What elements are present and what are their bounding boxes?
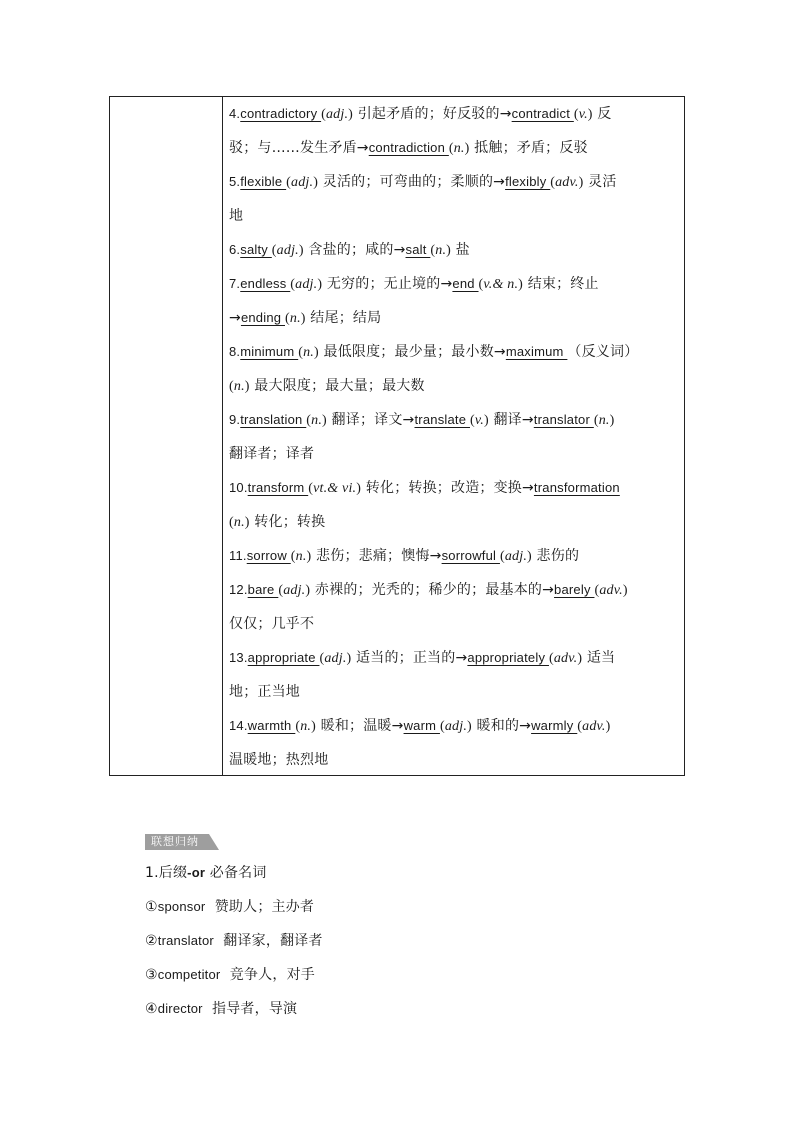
- punctuation: (: [278, 583, 284, 598]
- punctuation: ): [587, 107, 593, 122]
- vocab-word: appropriate: [247, 650, 320, 665]
- vocab-word: minimum: [240, 344, 299, 359]
- definition-text: 温暖地；热烈地: [229, 752, 329, 768]
- punctuation: ): [346, 651, 352, 666]
- punctuation: (: [290, 549, 296, 564]
- part-of-speech: n.: [289, 311, 301, 326]
- part-of-speech: adv.: [599, 583, 623, 598]
- entry-number: 9.: [229, 412, 241, 427]
- item-word: sponsor: [157, 899, 206, 914]
- definition-text: 盐: [451, 242, 470, 258]
- part-of-speech: adj.: [444, 719, 468, 734]
- entry-line: [229, 267, 678, 301]
- vocab-word: contradiction: [368, 140, 449, 155]
- part-of-speech: n.: [233, 515, 245, 530]
- vocab-word: transform: [247, 480, 309, 495]
- suffix-item: [145, 992, 323, 1026]
- part-of-speech: adj.: [283, 583, 306, 598]
- punctuation: (: [321, 107, 326, 122]
- part-of-speech: v.& n.: [483, 277, 519, 292]
- definition-text: 反: [592, 106, 612, 122]
- punctuation: ): [609, 413, 615, 428]
- punctuation: (: [469, 413, 475, 428]
- entry-line: [229, 165, 678, 199]
- part-of-speech: adj.: [504, 549, 528, 564]
- definition-text: 转化；转换: [249, 514, 326, 530]
- definition-text: 悲伤；悲痛；懊悔→: [311, 548, 442, 564]
- vocab-word: endless: [240, 276, 291, 291]
- entry-number: 4.: [229, 106, 241, 121]
- entry-line: [229, 675, 678, 709]
- punctuation: ): [305, 583, 311, 598]
- definition-text: 灵活: [583, 174, 617, 190]
- punctuation: ): [244, 379, 250, 394]
- part-of-speech: v.: [474, 413, 484, 428]
- vocab-word: salty: [240, 242, 272, 257]
- vocab-word: warmth: [247, 718, 296, 733]
- entry-line: [229, 437, 678, 471]
- punctuation: (: [271, 243, 277, 258]
- definition-text: 引起矛盾的；好反驳的→: [353, 106, 512, 122]
- definition-text: 暖和的→: [471, 718, 532, 734]
- section-title-rest: 必备名词: [205, 865, 267, 881]
- punctuation: ): [527, 549, 532, 564]
- entry-line: [229, 335, 678, 369]
- punctuation: (: [577, 719, 583, 734]
- vocab-word: translator: [533, 412, 594, 427]
- punctuation: (: [290, 277, 296, 292]
- vocab-word: flexible: [240, 174, 287, 189]
- part-of-speech: n.: [303, 345, 314, 360]
- item-meaning: 赞助人；主办者: [205, 899, 315, 915]
- entry-number: 6.: [229, 242, 241, 257]
- item-word: director: [157, 1001, 203, 1016]
- definition-text: 翻译者；译者: [229, 446, 315, 462]
- vocab-word: ending: [240, 310, 285, 325]
- part-of-speech: adv.: [555, 175, 579, 190]
- item-marker: ③: [145, 967, 158, 983]
- vocab-word: flexibly: [505, 174, 551, 189]
- part-of-speech: n.: [435, 243, 447, 258]
- part-of-speech: v.: [578, 107, 588, 122]
- vocab-word: salt: [405, 242, 431, 257]
- table-left-cell: [110, 97, 223, 775]
- definition-text: 转化；转换；改造；变换→: [361, 480, 534, 496]
- punctuation: ): [322, 413, 327, 428]
- punctuation: ): [300, 311, 306, 326]
- punctuation: (: [478, 277, 484, 292]
- punctuation: (: [430, 243, 436, 258]
- entry-line: [229, 369, 678, 403]
- suffix-item: [145, 924, 323, 958]
- definition-text: 含盐的；咸的→: [303, 242, 406, 258]
- suffix-item: [145, 890, 323, 924]
- part-of-speech: adj.: [276, 243, 299, 258]
- punctuation: (: [229, 515, 234, 530]
- entry-line: [229, 709, 678, 743]
- entry-number: 5.: [229, 174, 241, 189]
- definition-text: 最大限度；最大量；最大数: [249, 378, 425, 394]
- badge-label: 联想归纳: [151, 835, 199, 848]
- part-of-speech: adj.: [325, 107, 349, 122]
- definition-text: 适当的；正当的→: [351, 650, 468, 666]
- entry-number: 10.: [229, 480, 248, 495]
- entry-line: [229, 403, 678, 437]
- punctuation: (: [593, 413, 599, 428]
- entry-line: [229, 505, 678, 539]
- punctuation: ): [244, 515, 250, 530]
- part-of-speech: n.: [453, 141, 465, 156]
- item-marker: ①: [145, 899, 158, 915]
- punctuation: (: [550, 175, 556, 190]
- entry-number: 7.: [229, 276, 241, 291]
- part-of-speech: n.: [598, 413, 610, 428]
- vocab-word: contradict: [511, 106, 574, 121]
- definition-text: 翻译；译文→: [326, 412, 415, 428]
- punctuation: (: [439, 719, 445, 734]
- item-meaning: 指导者，导演: [202, 1001, 298, 1017]
- section-title-prefix: 1.后缀: [145, 865, 188, 881]
- punctuation: (: [319, 651, 325, 666]
- punctuation: (: [286, 175, 292, 190]
- item-marker: ④: [145, 1001, 158, 1017]
- item-word: translator: [157, 933, 214, 948]
- vocab-word: end: [452, 276, 479, 291]
- part-of-speech: adv.: [582, 719, 606, 734]
- suffix-list: [145, 890, 323, 1026]
- definition-text: （反义词）: [567, 344, 639, 360]
- entry-number: 12.: [229, 582, 248, 597]
- vocab-word: sorrow: [246, 548, 291, 563]
- punctuation: (: [306, 413, 312, 428]
- definition-text: 最低限度；最少量；最小数→: [318, 344, 506, 360]
- item-meaning: 竞争人，对手: [220, 967, 315, 983]
- vocab-word: barely: [554, 582, 595, 597]
- definition-text: 驳；与……发生矛盾→: [229, 140, 369, 156]
- punctuation: ): [605, 719, 611, 734]
- vocab-word: sorrowful: [441, 548, 500, 563]
- definition-text: 翻译→: [488, 412, 534, 428]
- definition-text: 悲伤的: [531, 548, 580, 564]
- section-title-suffix: -or: [187, 865, 206, 880]
- entry-line: [229, 743, 678, 777]
- vocab-word: contradictory: [240, 106, 322, 121]
- punctuation: (: [499, 549, 505, 564]
- entry-line: [229, 539, 678, 573]
- definition-text: 适当: [582, 650, 616, 666]
- part-of-speech: n.: [295, 549, 307, 564]
- punctuation: (: [573, 107, 579, 122]
- definition-text: 结尾；结局: [305, 310, 382, 326]
- part-of-speech: adj.: [295, 277, 318, 292]
- punctuation: ): [622, 583, 628, 598]
- punctuation: ): [464, 141, 470, 156]
- entry-number: 14.: [229, 718, 248, 733]
- vocab-word: translate: [414, 412, 470, 427]
- punctuation: ): [518, 277, 524, 292]
- item-meaning: 翻译家，翻译者: [213, 933, 323, 949]
- entry-line: [229, 471, 678, 505]
- vocab-word: bare: [247, 582, 279, 597]
- part-of-speech: adv.: [553, 651, 578, 666]
- punctuation: (: [448, 141, 454, 156]
- entry-line: [229, 607, 678, 641]
- entry-number: 11.: [229, 548, 247, 563]
- punctuation: ): [313, 175, 319, 190]
- punctuation: (: [548, 651, 554, 666]
- vocab-word: appropriately: [467, 650, 549, 665]
- part-of-speech: n.: [233, 379, 245, 394]
- punctuation: ): [577, 651, 583, 666]
- vocabulary-table: [109, 96, 685, 776]
- vocab-word: warm: [403, 718, 440, 733]
- entry-number: 13.: [229, 650, 248, 665]
- punctuation: ): [467, 719, 472, 734]
- punctuation: (: [229, 379, 234, 394]
- section-title: [145, 856, 323, 890]
- punctuation: ): [356, 481, 362, 496]
- punctuation: (: [298, 345, 304, 360]
- punctuation: ): [578, 175, 584, 190]
- definition-text: 仅仅；几乎不: [229, 616, 315, 632]
- definition-text: 暖和；温暖→: [315, 718, 404, 734]
- punctuation: ): [311, 719, 316, 734]
- definition-text: 地: [229, 208, 244, 224]
- definition-text: 结束；终止: [523, 276, 599, 292]
- punctuation: (: [308, 481, 314, 496]
- section-badge: [145, 834, 219, 850]
- part-of-speech: adj.: [324, 651, 347, 666]
- definition-text: 地；正当地: [229, 684, 300, 700]
- punctuation: ): [306, 549, 312, 564]
- definition-text: 无穷的；无止境的→: [322, 276, 453, 292]
- punctuation: ): [298, 243, 304, 258]
- definition-text: 灵活的；可弯曲的；柔顺的→: [318, 174, 506, 190]
- entry-line: [229, 301, 678, 335]
- part-of-speech: adj.: [291, 175, 314, 190]
- entry-line: [229, 97, 678, 131]
- entry-line: [229, 573, 678, 607]
- vocabulary-entries: [229, 97, 678, 777]
- punctuation: ): [483, 413, 489, 428]
- punctuation: (: [594, 583, 600, 598]
- punctuation: ): [446, 243, 452, 258]
- entry-number: 8.: [229, 344, 241, 359]
- punctuation: ): [313, 345, 319, 360]
- item-marker: ②: [145, 933, 158, 949]
- entry-line: [229, 131, 678, 165]
- punctuation: ): [317, 277, 323, 292]
- part-of-speech: vt.& vi.: [313, 481, 357, 496]
- definition-text: 抵触；矛盾；反驳: [469, 140, 588, 156]
- punctuation: (: [285, 311, 290, 326]
- punctuation: (: [295, 719, 301, 734]
- part-of-speech: n.: [311, 413, 323, 428]
- entry-line: [229, 233, 678, 267]
- part-of-speech: n.: [300, 719, 312, 734]
- punctuation: ): [348, 107, 354, 122]
- entry-line: [229, 199, 678, 233]
- definition-text: →: [229, 310, 241, 326]
- item-word: competitor: [157, 967, 221, 982]
- suffix-notes: [145, 856, 323, 1026]
- vocab-word: maximum: [505, 344, 568, 359]
- definition-text: 赤裸的；光秃的；稀少的；最基本的→: [310, 582, 555, 598]
- vocab-word: transformation: [533, 480, 620, 495]
- entry-line: [229, 641, 678, 675]
- vocab-word: warmly: [531, 718, 578, 733]
- suffix-item: [145, 958, 323, 992]
- vocab-word: translation: [240, 412, 307, 427]
